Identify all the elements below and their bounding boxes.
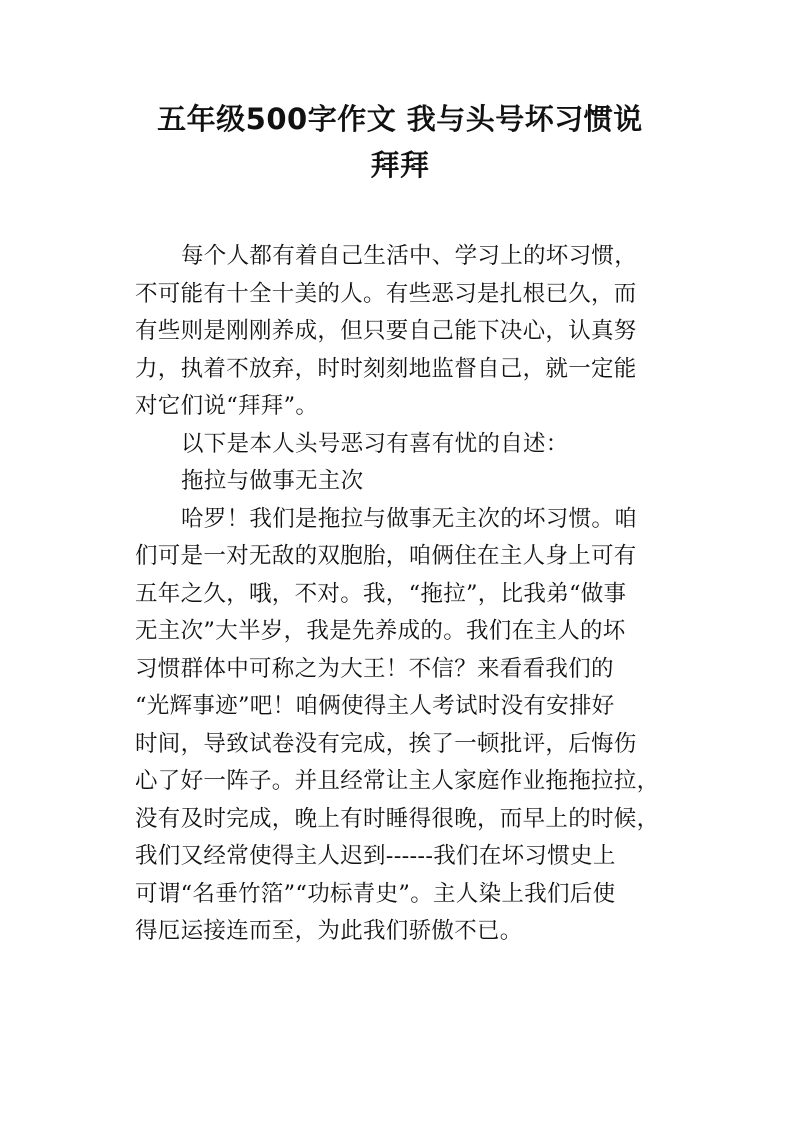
document-title <box>100 96 700 188</box>
paragraph-3-line-11: 可谓“名垂竹箔”“功标青史”。主人染上我们后使 <box>135 880 616 907</box>
paragraph-3-line-2: 们可是一对无敌的双胞胎，咱俩住在主人身上可有 <box>135 543 637 569</box>
paragraph-2-line-1: 以下是本人头号恶习有喜有忧的自述： <box>181 430 569 457</box>
paragraph-3-line-12: 得厄运接连而至，为此我们骄傲不已。 <box>135 918 523 944</box>
paragraph-1-line-5: 对它们说“拜拜”。 <box>135 393 319 419</box>
paragraph-1-line-4: 力，执着不放弃，时时刻刻地监督自己，就一定能 <box>135 355 637 382</box>
document-body <box>135 238 675 951</box>
paragraph-1-line-3: 有些则是刚刚养成，但只要自己能下决心，认真努 <box>135 318 637 344</box>
paragraph-3-line-9: 没有及时完成，晚上有时睡得很晚，而早上的时候， <box>135 805 660 832</box>
paragraph-3-line-10: 我们又经常使得主人迟到------我们在坏习惯史上 <box>135 843 616 869</box>
paragraph-3-line-5: 习惯群体中可称之为大王！不信？来看看我们的 <box>135 655 614 682</box>
paragraph-1-line-2: 不可能有十全十美的人。有些恶习是扎根已久，而 <box>135 280 637 307</box>
paragraph-3-line-4: 无主次”大半岁，我是先养成的。我们在主人的坏 <box>135 618 626 644</box>
paragraph-3-line-1: 哈罗！我们是拖拉与做事无主次的坏习惯。咱 <box>181 505 638 532</box>
paragraph-3-line-8: 心了好一阵子。并且经常让主人家庭作业拖拖拉拉， <box>135 768 660 794</box>
paragraph-1-line-1: 每个人都有着自己生活中、学习上的坏习惯， <box>181 243 638 269</box>
paragraph-3-line-6: “光辉事迹”吧！咱俩使得主人考试时没有安排好 <box>135 693 615 719</box>
title-line-1: 五年级500字作文 我与头号坏习惯说 <box>157 102 643 136</box>
paragraph-3-line-3: 五年之久，哦，不对。我，“拖拉”，比我弟“做事 <box>135 580 627 607</box>
title-line-2: 拜拜 <box>370 148 430 182</box>
section-heading: 拖拉与做事无主次 <box>181 468 364 494</box>
paragraph-3-line-7: 时间，导致试卷没有完成，挨了一顿批评，后悔伤 <box>135 730 637 757</box>
